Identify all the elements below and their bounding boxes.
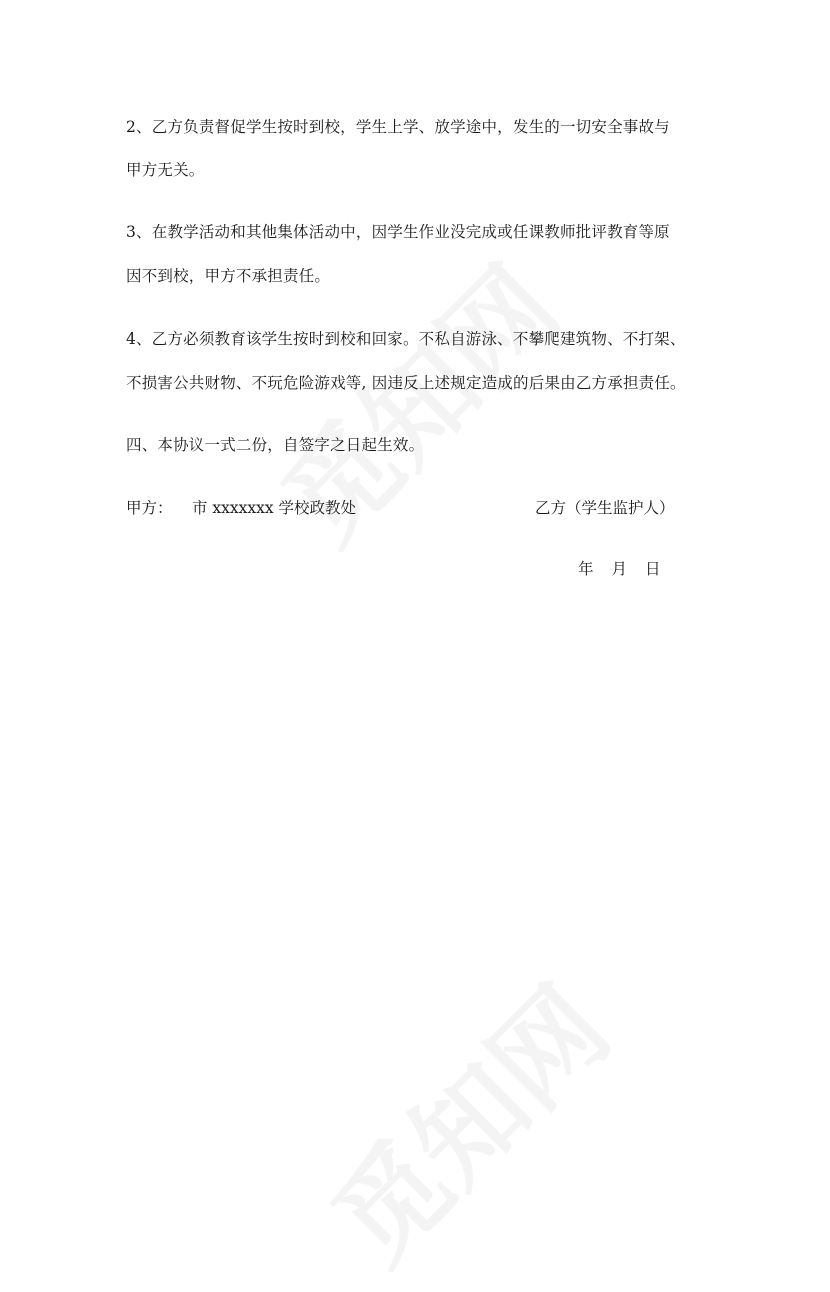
date-day: 日	[645, 560, 661, 578]
paragraph-4-line-1: 4、乙方必须教育该学生按时到校和回家。不私自游泳、不攀爬建筑物、不打架、	[126, 330, 686, 348]
clause-effective: 四、本协议一式二份，自签字之日起生效。	[126, 436, 425, 454]
party-b-label: 乙方（学生监护人）	[535, 499, 675, 517]
paragraph-2-line-1: 2、乙方负责督促学生按时到校，学生上学、放学途中，发生的一切安全事故与	[126, 118, 670, 136]
paragraph-4-line-2: 不损害公共财物、不玩危险游戏等, 因违反上述规定造成的后果由乙方承担责任。	[126, 374, 686, 392]
party-a-name: 市 xxxxxxx 学校政教处	[192, 499, 357, 517]
paragraph-3-line-2: 因不到校，甲方不承担责任。	[126, 267, 331, 285]
paragraph-3-line-1: 3、在教学活动和其他集体活动中，因学生作业没完成或任课教师批评教育等原	[126, 223, 670, 241]
paragraph-2-line-2: 甲方无关。	[126, 161, 205, 179]
date-month: 月	[611, 560, 628, 578]
date-line	[578, 557, 661, 579]
watermark	[292, 946, 637, 1291]
party-a-label: 甲方：	[126, 499, 173, 517]
date-year: 年	[578, 560, 594, 578]
